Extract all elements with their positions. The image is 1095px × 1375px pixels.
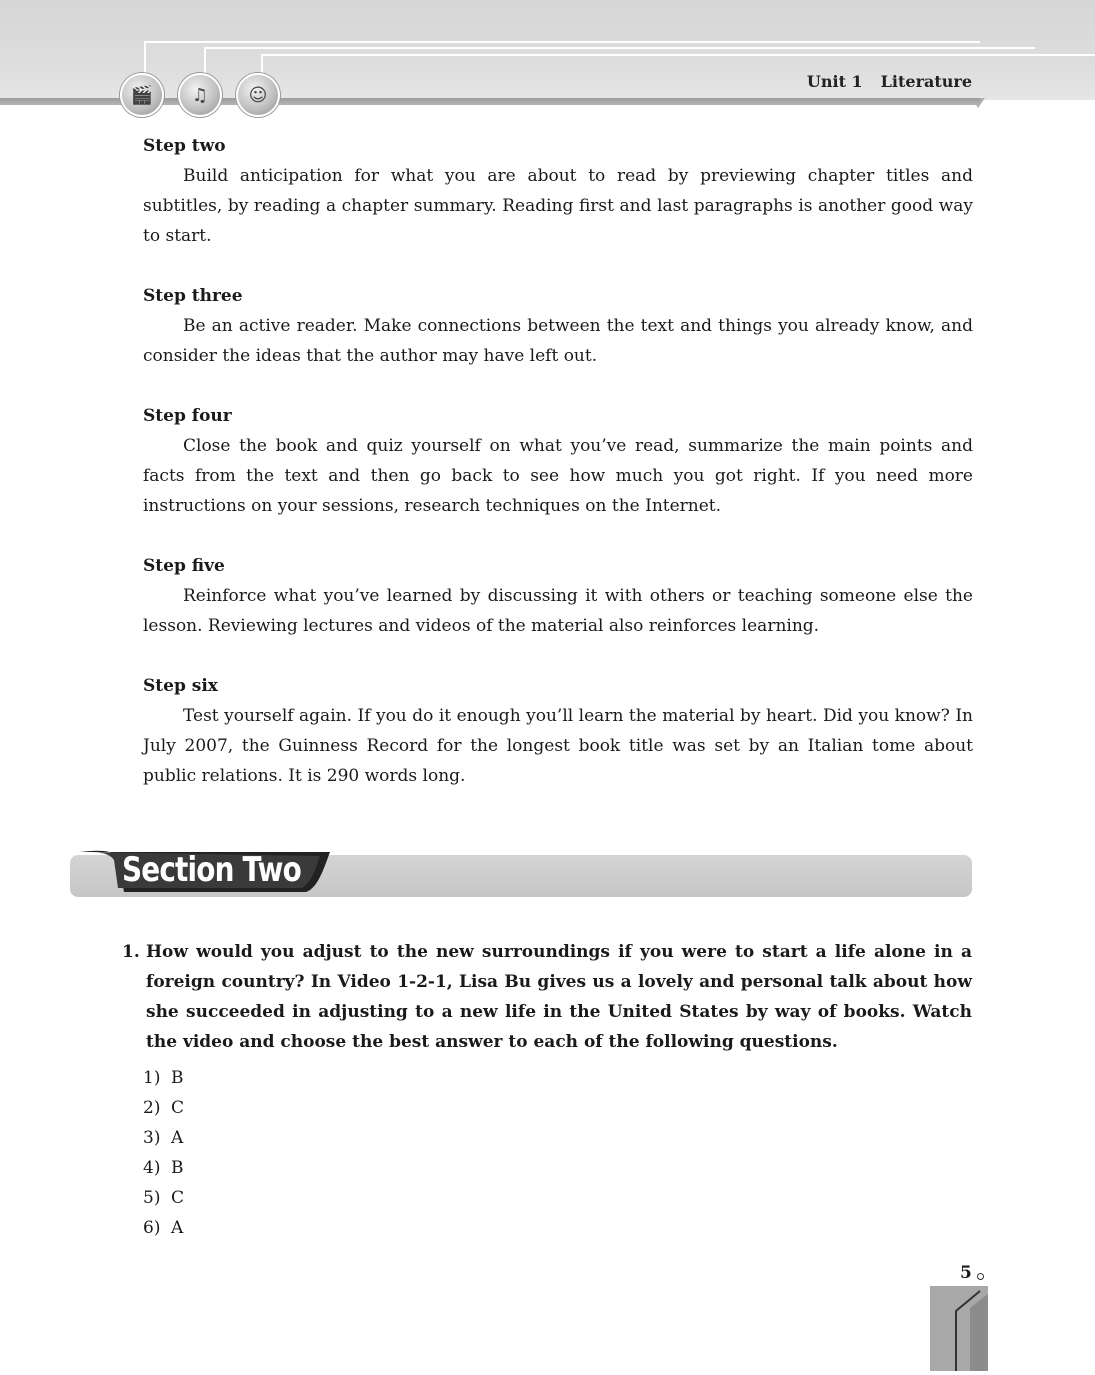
page-number-dot	[977, 1273, 984, 1280]
step-heading: Step six	[143, 676, 218, 696]
step-text: Close the book and quiz yourself on what you’ve read, summarize the main points and facts from the text and then go back to see how much you got right. If you need more instructions on your sessions, research techniques on the Internet.	[143, 436, 973, 516]
header-icons	[120, 73, 280, 117]
question-1	[122, 937, 972, 1057]
step-five	[143, 551, 973, 641]
comedy-mask-icon: ☺	[236, 73, 280, 117]
step-text: Build anticipation for what you are about to read by previewing chapter titles and subtitles, by reading a chapter summary. Reading first and last paragraphs is another good way to start.	[143, 166, 973, 246]
list-item: 2) C	[143, 1098, 185, 1118]
section-title: Section Two	[122, 850, 301, 890]
corner-tab-line	[930, 1286, 988, 1371]
step-four	[143, 401, 973, 521]
running-head	[807, 72, 972, 91]
question-text: How would you adjust to the new surroundings if you were to start a life alone in a foreign country? In Video 1-2-1, Lisa Bu gives us a lovely and personal talk about how she succeeded in adjusting to a new life in the United States by way of books. Watch the video and choose the best answer to each of the following questions.	[146, 942, 972, 1052]
list-item: 3) A	[143, 1128, 184, 1148]
music-notes-icon: ♫	[178, 73, 222, 117]
film-clapper-icon: 🎬	[120, 73, 164, 117]
page-corner-tab	[930, 1286, 988, 1371]
step-text: Test yourself again. If you do it enough you’ll learn the material by heart. Did you know? In July 2007, the Guinness Record for the longest book title was set by an Italian tome about public relations. It is 290 words long.	[143, 706, 973, 786]
step-heading: Step three	[143, 286, 243, 306]
steps-content	[143, 131, 973, 821]
step-three	[143, 281, 973, 371]
step-heading: Step four	[143, 406, 232, 426]
list-item: 6) A	[143, 1218, 184, 1238]
step-text: Be an active reader. Make connections between the text and things you already know, and consider the ideas that the author may have left out.	[143, 316, 973, 366]
question-number: 1.	[122, 942, 140, 962]
step-six	[143, 671, 973, 791]
step-text: Reinforce what you’ve learned by discussing it with others or teaching someone else the lesson. Reviewing lectures and videos of the material also reinforces learning.	[143, 586, 973, 636]
list-item: 4) B	[143, 1158, 184, 1178]
answer-list	[143, 1063, 184, 1243]
step-two	[143, 131, 973, 251]
list-item: 1) B	[143, 1068, 184, 1088]
unit-label: Unit 1	[806, 72, 863, 91]
step-heading: Step two	[143, 136, 226, 156]
page-number: 5	[960, 1263, 972, 1283]
unit-title: Literature	[880, 72, 972, 91]
list-item: 5) C	[143, 1188, 185, 1208]
step-heading: Step five	[143, 556, 225, 576]
